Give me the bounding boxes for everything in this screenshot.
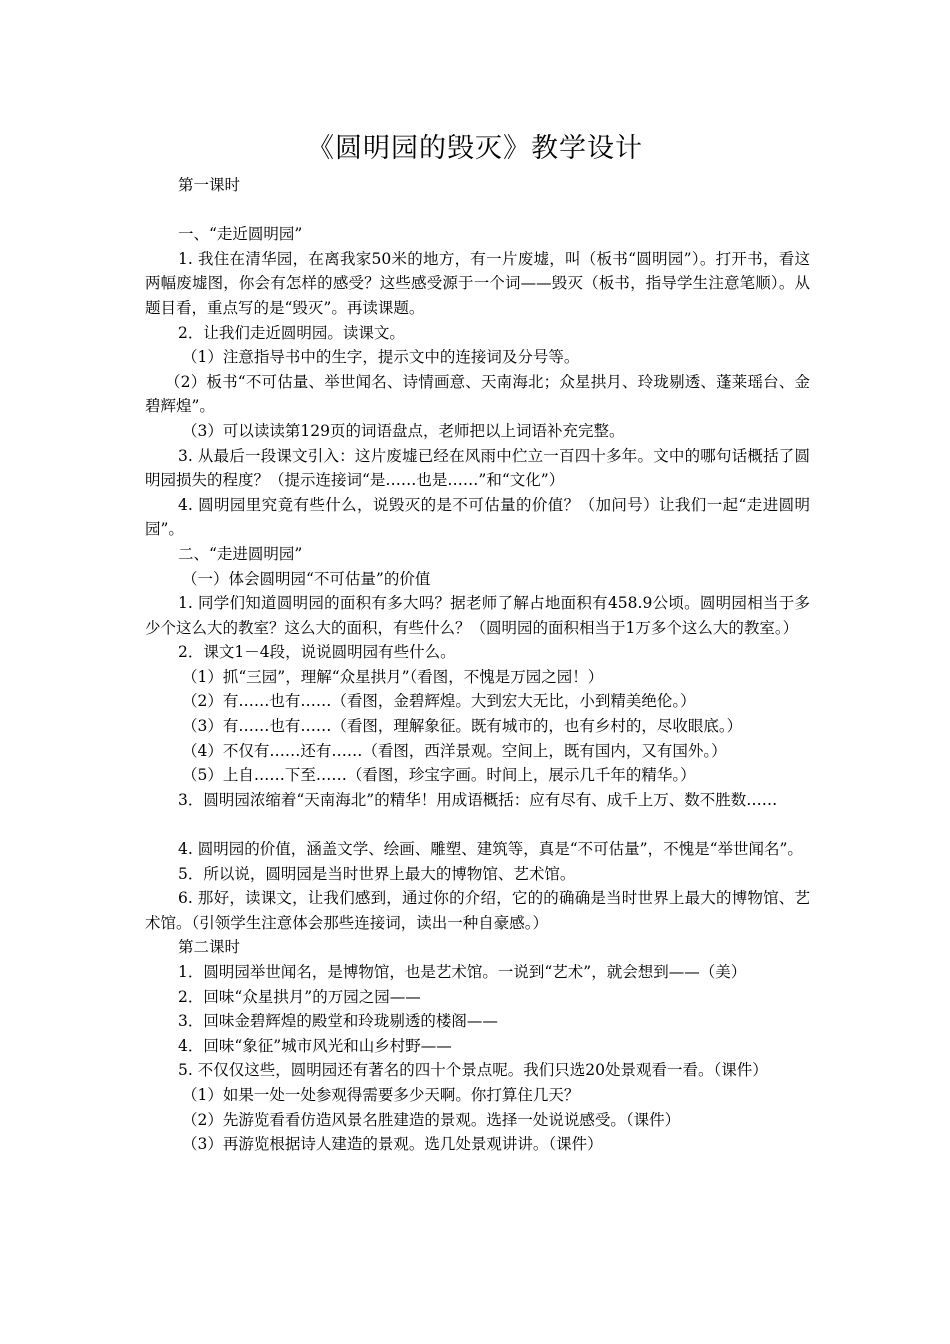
paragraph: 4. 圆明园里究竟有些什么，说毁灭的是不可估量的价值？（加问号）让我们一起“走进圆明园”。 <box>145 495 810 539</box>
paragraph: （2）板书“不可估量、举世闻名、诗情画意、天南海北；众星拱月、玲珑剔透、蓬莱瑶台、金碧辉煌”。 <box>145 372 810 416</box>
paragraph: 一、“走近圆明园” <box>178 225 303 244</box>
paragraph: 第二课时 <box>178 938 241 957</box>
paragraph: 5．所以说，圆明园是当时世界上最大的博物馆、艺术馆。 <box>178 864 576 883</box>
paragraph: 第一课时 <box>178 176 241 194</box>
paragraph: 1. 同学们知道圆明园的面积有多大吗？据老师了解占地面积有458.9公顷。圆明园相当于多少个这么大的教室？这么大的面积，有些什么？（圆明园的面积相当于1万多个这么大的教室。） <box>145 594 810 637</box>
document-title: 《圆明园的毁灭》教学设计 <box>307 133 643 164</box>
paragraph: 3．回味金碧辉煌的殿堂和玲珑剔透的楼阁—— <box>178 1012 498 1031</box>
paragraph: （1）抓“三园”，理解“众星拱月”（看图，不愧是万园之园！） <box>182 667 604 686</box>
paragraph: 1. 我住在清华园，在离我家50米的地方，有一片废墟，叫（板书“圆明园”）。打开书，看这两幅废墟图，你会有怎样的感受？这些感受源于一个词——毁灭（板书，指导学生注意笔顺）。从题目看，重点写的是“毁灭”。再读课题。 <box>145 249 810 317</box>
paragraph: （5）上自……下至……（看图，珍宝字画。时间上，展示几千年的精华。） <box>182 766 696 785</box>
paragraph: （3）可以读读第129页的词语盘点，老师把以上词语补充完整。 <box>182 421 625 440</box>
paragraph: 二、“走进圆明园” <box>178 544 303 563</box>
paragraph: 1．圆明园举世闻名，是博物馆，也是艺术馆。一说到“艺术”，就会想到——（美） <box>178 963 747 981</box>
paragraph: （3）有……也有……（看图，理解象征。既有城市的，也有乡村的，尽收眼底。） <box>182 717 743 736</box>
paragraph: （1）如果一处一处参观得需要多少天啊。你打算住几天？ <box>182 1085 580 1104</box>
paragraph: （2）先游览看看仿造风景名胜建造的景观。选择一处说说感受。（课件） <box>182 1110 681 1129</box>
document-body <box>145 173 810 1157</box>
paragraph: 2．课文1－4段，说说圆明园有些什么。 <box>178 643 456 662</box>
paragraph: （4）不仅有……还有……（看图，西洋景观。空间上，既有国内，又有国外。） <box>182 741 727 760</box>
paragraph: （2）有……也有……（看图，金碧辉煌。大到宏大无比，小到精美绝伦。） <box>182 692 696 711</box>
paragraph: 4. 圆明园的价值，涵盖文学、绘画、雕塑、建筑等，真是“不可估量”，不愧是“举世闻名”。 <box>178 840 803 859</box>
paragraph: 2．回味“众星拱月”的万园之园—— <box>178 987 421 1006</box>
paragraph: 3. 从最后一段课文引入：这片废墟已经在风雨中伫立一百四十多年。文中的哪句话概括了圆明园损失的程度？（提示连接词“是……也是……”和“文化”） <box>145 446 810 490</box>
paragraph: （一）体会圆明园“不可估量”的价值 <box>182 569 431 588</box>
paragraph: 3．圆明园浓缩着“天南海北”的精华！用成语概括：应有尽有、成千上万、数不胜数…… <box>178 790 778 809</box>
paragraph: 6. 那好，读课文，让我们感到，通过你的介绍，它的的确确是当时世界上最大的博物馆、艺术馆。（引领学生注意体会那些连接词，读出一种自豪感。） <box>145 889 810 932</box>
paragraph: 5. 不仅仅这些，圆明园还有著名的四十个景点呢。我们只选20处景观看一看。（课件） <box>178 1061 768 1080</box>
paragraph: 2．让我们走近圆明园。读课文。 <box>178 323 405 342</box>
paragraph: （3）再游览根据诗人建造的景观。选几处景观讲讲。（课件） <box>182 1135 603 1154</box>
blank-line <box>145 198 810 223</box>
paragraph: （1）注意指导书中的生字，提示文中的连接词及分号等。 <box>182 348 580 367</box>
blank-line <box>145 812 810 837</box>
paragraph: 4．回味“象征”城市风光和山乡村野—— <box>178 1036 452 1055</box>
